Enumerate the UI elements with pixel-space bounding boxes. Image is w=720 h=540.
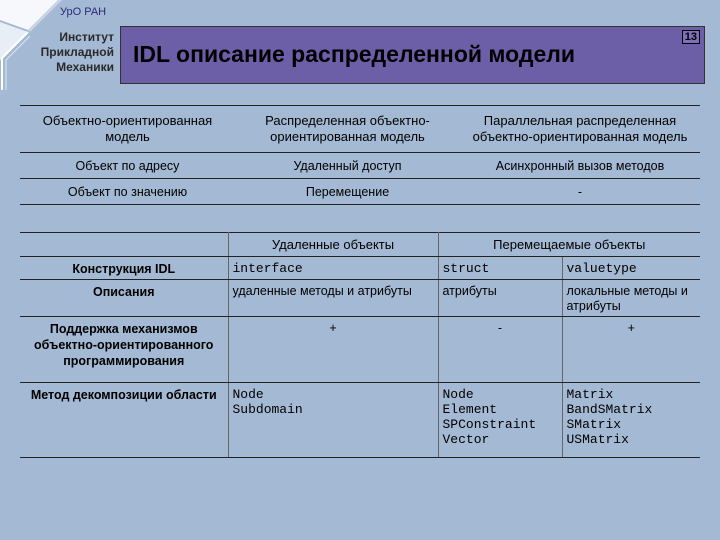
class-name: Node — [232, 387, 264, 402]
row-label: Поддержка механизмов объектно-ориентированного программирования — [20, 317, 228, 383]
table-row — [20, 383, 700, 458]
table-cell: + — [228, 317, 438, 383]
institute-name — [18, 30, 114, 75]
table-header-row — [20, 233, 700, 257]
class-name: BandSMatrix — [566, 402, 653, 417]
row-label: Описания — [20, 280, 228, 317]
class-name: Element — [442, 402, 498, 417]
table-cell: + — [562, 317, 700, 383]
row-label: Конструкция IDL — [20, 257, 228, 280]
table-cell: Удаленный доступ — [235, 153, 460, 179]
table-header-cell: Распределенная объектно-ориентированная модель — [235, 106, 460, 153]
org-name: УрО РАН — [60, 6, 107, 18]
table-cell: Объект по адресу — [20, 153, 235, 179]
institute-line: Механики — [56, 60, 114, 74]
table-cell: локальные методы и атрибуты — [562, 280, 700, 317]
class-name: SMatrix — [566, 417, 622, 432]
page-number: 13 — [682, 30, 700, 44]
table-header-cell: Перемещаемые объекты — [438, 233, 700, 257]
table-row — [20, 179, 700, 205]
table-cell: Перемещение — [235, 179, 460, 205]
table-header-cell: Объектно-ориентированная модель — [20, 106, 235, 153]
objects-table — [20, 232, 700, 458]
class-name: USMatrix — [566, 432, 629, 447]
row-label: Метод декомпозиции области — [20, 383, 228, 458]
table-row — [20, 317, 700, 383]
table-cell: удаленные методы и атрибуты — [228, 280, 438, 317]
table-cell: атрибуты — [438, 280, 562, 317]
table-header-cell: Параллельная распределенная объектно-ориентированная модель — [460, 106, 700, 153]
table-cell: valuetype — [562, 257, 700, 280]
table-cell: interface — [228, 257, 438, 280]
table-header-cell — [20, 233, 228, 257]
table-cell — [562, 383, 700, 458]
table-cell — [228, 383, 438, 458]
institute-logo — [0, 0, 118, 95]
models-table — [20, 105, 700, 205]
table-cell: Объект по значению — [20, 179, 235, 205]
table-row — [20, 257, 700, 280]
class-name: Subdomain — [232, 402, 303, 417]
table-cell: struct — [438, 257, 562, 280]
table-cell: - — [438, 317, 562, 383]
class-name: Vector — [442, 432, 490, 447]
slide-title: IDL описание распределенной модели — [133, 41, 575, 67]
table-header-cell: Удаленные объекты — [228, 233, 438, 257]
table-cell — [438, 383, 562, 458]
institute-line: Институт — [59, 30, 114, 44]
institute-line: Прикладной — [40, 45, 114, 59]
table-header-row — [20, 106, 700, 153]
title-bar — [120, 26, 705, 84]
table-cell: Асинхронный вызов методов — [460, 153, 700, 179]
class-name: SPConstraint — [442, 417, 537, 432]
table-row — [20, 153, 700, 179]
table-cell: - — [460, 179, 700, 205]
class-name: Node — [442, 387, 474, 402]
table-row — [20, 280, 700, 317]
class-name: Matrix — [566, 387, 614, 402]
